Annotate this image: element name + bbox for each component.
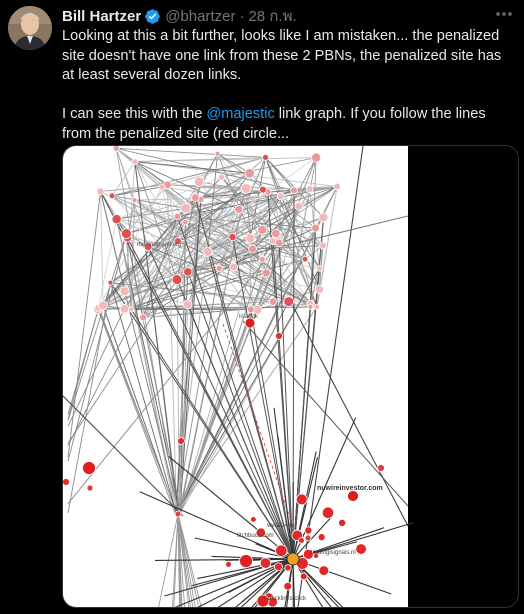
graph-node bbox=[274, 563, 282, 571]
graph-node bbox=[230, 263, 238, 271]
graph-node bbox=[276, 545, 287, 556]
graph-node bbox=[318, 534, 325, 541]
graph-node bbox=[120, 287, 129, 296]
author-name[interactable]: Bill Hartzer bbox=[62, 7, 142, 25]
tweet-header bbox=[62, 6, 488, 26]
graph-label-top-cluster: mainnugsunl.org bbox=[137, 242, 182, 248]
graph-node bbox=[296, 494, 307, 505]
graph-node bbox=[240, 555, 253, 568]
graph-node bbox=[284, 297, 294, 307]
graph-label-nuwire: nuwireinvestor.com bbox=[317, 485, 383, 492]
graph-node bbox=[312, 153, 321, 162]
graph-node bbox=[295, 202, 303, 210]
graph-node bbox=[159, 184, 165, 190]
graph-node bbox=[259, 256, 265, 262]
graph-node bbox=[174, 213, 180, 219]
graph-label-weds: wyde24.h bbox=[267, 523, 293, 529]
graph-label-titcher: titchbucs.com bbox=[237, 533, 274, 539]
graph-node bbox=[113, 146, 119, 151]
verified-badge-icon bbox=[144, 8, 161, 25]
graph-node bbox=[251, 517, 257, 523]
graph-node bbox=[262, 269, 270, 277]
graph-node bbox=[172, 275, 182, 285]
graph-node bbox=[260, 186, 267, 193]
graph-node bbox=[112, 215, 121, 224]
graph-node bbox=[302, 256, 308, 262]
graph-node bbox=[181, 203, 191, 213]
graph-node bbox=[121, 229, 131, 239]
separator-dot: · bbox=[239, 7, 245, 25]
graph-node bbox=[109, 193, 115, 199]
graph-node bbox=[300, 573, 307, 580]
graph-node bbox=[319, 213, 328, 222]
graph-node bbox=[194, 177, 204, 187]
graph-node bbox=[246, 234, 255, 243]
image-letterbox bbox=[408, 146, 518, 607]
graph-node bbox=[183, 300, 192, 309]
graph-node bbox=[219, 174, 225, 180]
graph-node bbox=[97, 188, 104, 195]
graph-node bbox=[241, 184, 251, 194]
graph-node bbox=[308, 304, 313, 309]
graph-node bbox=[132, 198, 137, 203]
tweet-media-image[interactable] bbox=[62, 145, 519, 608]
tweet-text bbox=[62, 27, 510, 144]
graph-node bbox=[140, 314, 147, 321]
graph-node bbox=[305, 535, 311, 541]
graph-node bbox=[314, 304, 320, 310]
graph-node bbox=[348, 491, 359, 502]
tweet-text-after-mention: link graph. If you follow the lines from the penalized site (red circle... bbox=[62, 106, 486, 142]
graph-node bbox=[320, 242, 327, 249]
graph-label-backlinks: backlinks.click bbox=[268, 596, 307, 602]
graph-node bbox=[184, 268, 192, 276]
graph-node bbox=[272, 229, 281, 238]
graph-node bbox=[229, 233, 236, 240]
avatar-photo bbox=[8, 6, 52, 50]
graph-label-tradingsignals: tradinglsignals.nl bbox=[311, 550, 356, 556]
tweet-paragraph-1: Looking at this a bit further, looks like I am mistaken... the penalized site doesn't have one link from these 2 PBNs, the penalized site has at least several dozen links. bbox=[62, 28, 502, 83]
graph-node bbox=[269, 298, 277, 306]
graph-node bbox=[132, 159, 138, 165]
tweet-timestamp[interactable]: 28 ก.พ. bbox=[248, 8, 297, 25]
graph-node bbox=[178, 438, 185, 445]
graph-node bbox=[249, 245, 257, 253]
graph-node bbox=[258, 225, 267, 234]
graph-node bbox=[108, 280, 113, 285]
graph-node bbox=[63, 479, 70, 486]
tweet-text-before-mention: I can see this with the bbox=[62, 106, 207, 122]
graph-node bbox=[83, 462, 96, 475]
graph-node bbox=[216, 265, 222, 271]
tweet-paragraph-2 bbox=[62, 105, 510, 144]
mention-link[interactable]: @majestic bbox=[206, 106, 275, 122]
graph-node bbox=[226, 561, 232, 567]
author-handle[interactable]: @bhartzer bbox=[165, 7, 236, 25]
graph-node bbox=[120, 304, 129, 313]
graph-node bbox=[276, 333, 283, 340]
graph-node bbox=[287, 553, 299, 565]
graph-node bbox=[284, 582, 292, 590]
graph-node bbox=[192, 194, 200, 202]
graph-node bbox=[235, 205, 243, 213]
graph-node bbox=[285, 565, 291, 571]
graph-node bbox=[260, 558, 271, 569]
graph-node bbox=[322, 507, 333, 518]
graph-node bbox=[305, 527, 312, 534]
graph-node bbox=[312, 224, 320, 232]
graph-node bbox=[247, 306, 254, 313]
graph-node bbox=[306, 186, 313, 193]
graph-node bbox=[275, 239, 283, 247]
graph-node bbox=[378, 465, 385, 472]
graph-node bbox=[334, 183, 341, 190]
avatar[interactable] bbox=[8, 6, 52, 50]
graph-node bbox=[277, 193, 284, 200]
more-options-icon[interactable] bbox=[494, 6, 514, 22]
graph-node bbox=[291, 187, 298, 194]
graph-node bbox=[338, 519, 345, 526]
graph-node bbox=[215, 151, 220, 156]
graph-node bbox=[315, 285, 323, 293]
graph-node bbox=[203, 247, 212, 256]
graph-node bbox=[183, 219, 188, 224]
link-graph-image bbox=[63, 146, 518, 607]
graph-node bbox=[87, 485, 93, 491]
graph-node bbox=[262, 154, 268, 160]
graph-node bbox=[319, 566, 329, 576]
graph-label-mid-node: lisart.tk bbox=[239, 314, 259, 320]
graph-node bbox=[99, 301, 108, 310]
graph-node bbox=[317, 266, 323, 272]
graph-node bbox=[245, 168, 255, 178]
graph-node bbox=[299, 538, 305, 544]
graph-node bbox=[175, 511, 181, 517]
graph-node bbox=[356, 544, 367, 555]
